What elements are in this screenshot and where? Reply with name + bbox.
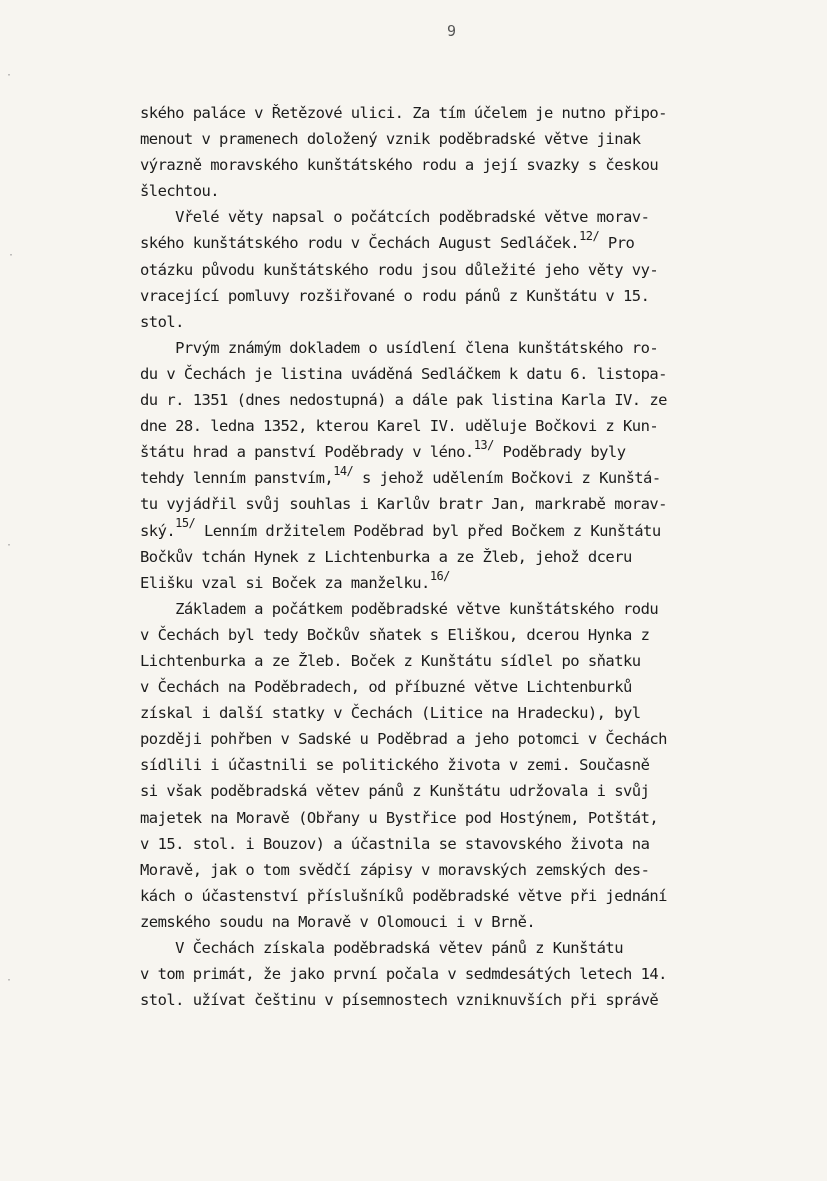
text-line: sídlili i účastnili se politického života v zemi. Současně bbox=[140, 756, 650, 775]
text-line: v tom primát, že jako první počala v sedmdesátých letech 14. bbox=[140, 965, 667, 984]
text-line: du r. 1351 (dnes nedostupná) a dále pak listina Karla IV. ze bbox=[140, 391, 667, 410]
text-line: Elišku vzal si Boček za manželku.$^{16/}$ bbox=[140, 568, 450, 592]
text-line: V Čechách získala poděbradská větev pánů z Kunštátu bbox=[140, 939, 623, 957]
text-line: Moravě, jak o tom svědčí zápisy v moravských zemských des- bbox=[140, 860, 650, 879]
scan-speck: · bbox=[8, 250, 15, 261]
text-line: kách o účastenství příslušníků poděbradské větve při jednání bbox=[140, 886, 667, 905]
text-line: v 15. stol. i Bouzov) a účastnila se stavovského života na bbox=[140, 834, 650, 853]
text-line: Lichtenburka a ze Žleb. Boček z Kunštátu sídlel po sňatku bbox=[140, 651, 641, 670]
text-line: stol. bbox=[140, 312, 184, 331]
text-line: v Čechách na Poděbradech, od příbuzné větve Lichtenburků bbox=[140, 678, 632, 697]
text-line: zemského soudu na Moravě v Olomouci i v Brně. bbox=[140, 912, 536, 931]
text-line: štátu hrad a panství Poděbrady v léno.$^{13/}$ Poděbrady byly bbox=[140, 438, 626, 462]
text-line: Prvým známým dokladem o usídlení člena kunštátského ro- bbox=[140, 338, 659, 357]
text-line: Bočkův tchán Hynek z Lichtenburka a ze Žleb, jehož dceru bbox=[140, 547, 632, 566]
page-number: 9 bbox=[447, 22, 457, 40]
text-line: dne 28. ledna 1352, kterou Karel IV. uděluje Bočkovi z Kun- bbox=[140, 417, 659, 436]
text-line: otázku původu kunštátského rodu jsou důležité jeho věty vy- bbox=[140, 260, 659, 279]
text-line: vracející pomluvy rozšiřované o rodu pánů z Kunštátu v 15. bbox=[140, 286, 650, 305]
body-text bbox=[140, 100, 780, 1013]
text-line: šlechtou. bbox=[140, 182, 220, 201]
text-line: ského kunštátského rodu v Čechách August Sedláček.$^{12/}$ Pro bbox=[140, 229, 635, 253]
footnote-ref: 12/ bbox=[579, 229, 600, 244]
text-line: du v Čechách je listina uváděná Sedláčkem k datu 6. listopa- bbox=[140, 364, 667, 383]
text-line: výrazně moravského kunštátského rodu a její svazky s českou bbox=[140, 156, 659, 175]
text-line: v Čechách byl tedy Bočkův sňatek s Eliškou, dcerou Hynka z bbox=[140, 625, 650, 644]
scan-speck: · bbox=[6, 70, 13, 81]
footnote-ref: 14/ bbox=[333, 464, 354, 479]
text-line: Vřelé věty napsal o počátcích poděbradské větve morav- bbox=[140, 208, 650, 227]
text-line: později pohřben v Sadské u Poděbrad a jeho potomci v Čechách bbox=[140, 730, 667, 749]
footnote-ref: 16/ bbox=[429, 568, 450, 583]
text-line: tehdy lenním panstvím,$^{14/}$ s jehož udělením Bočkovi z Kunštá- bbox=[140, 464, 661, 488]
text-line: získal i další statky v Čechách (Litice na Hradecku), byl bbox=[140, 704, 641, 723]
text-line: si však poděbradská větev pánů z Kunštátu udržovala i svůj bbox=[140, 782, 650, 801]
text-line: Základem a počátkem poděbradské větve kunštátského rodu bbox=[140, 599, 659, 618]
text-line: ský.$^{15/}$ Lenním držitelem Poděbrad byl před Bočkem z Kunštátu bbox=[140, 516, 661, 540]
footnote-ref: 15/ bbox=[175, 516, 196, 531]
text-line: ského paláce v Řetězové ulici. Za tím účelem je nutno připo- bbox=[140, 104, 667, 122]
footnote-ref: 13/ bbox=[473, 438, 494, 453]
text-line: tu vyjádřil svůj souhlas i Karlův bratr Jan, markrabě morav- bbox=[140, 495, 667, 514]
scan-speck: · bbox=[6, 975, 13, 986]
text-line: menout v pramenech doložený vznik poděbradské větve jinak bbox=[140, 130, 641, 149]
text-line: stol. užívat češtinu v písemnostech vzniknuvších při správě bbox=[140, 991, 659, 1010]
scan-speck: · bbox=[6, 540, 13, 551]
text-line: majetek na Moravě (Obřany u Bystřice pod Hostýnem, Potštát, bbox=[140, 808, 659, 827]
